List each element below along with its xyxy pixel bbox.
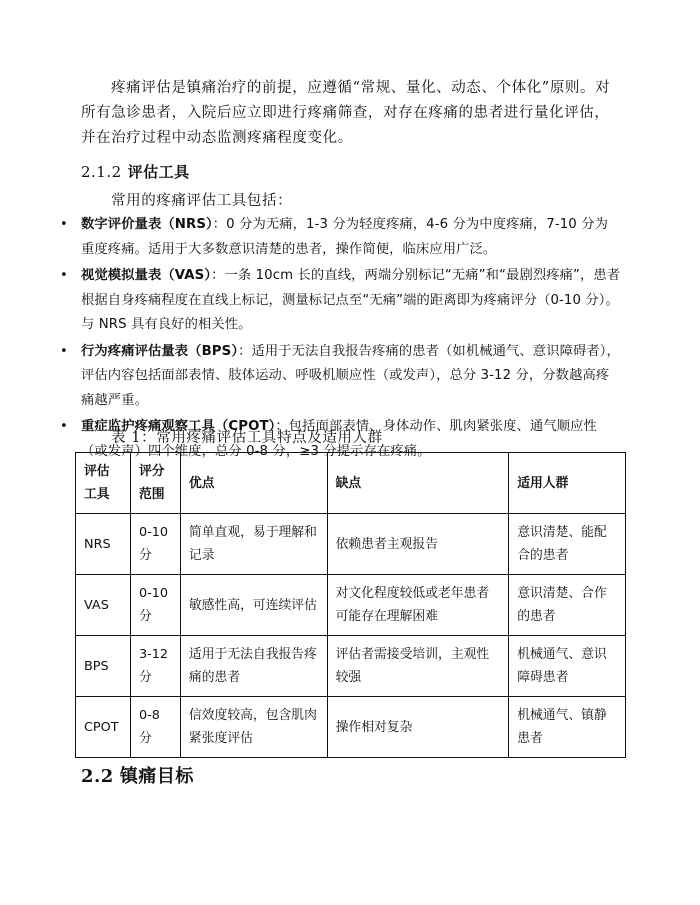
bullet-icon: • <box>60 268 68 283</box>
table-cell: 敏感性高，可连续评估 <box>180 575 327 636</box>
table-row <box>76 514 626 575</box>
table-cell: NRS <box>76 514 131 575</box>
table-row <box>76 636 626 697</box>
table-header-cell: 评分范围 <box>130 453 180 514</box>
tool-name: 行为疼痛评估量表（BPS） <box>81 343 239 359</box>
list-item <box>0 264 621 338</box>
table-cell: 0-8 分 <box>130 697 180 758</box>
table-cell: CPOT <box>76 697 131 758</box>
tool-name: 视觉模拟量表（VAS） <box>81 268 212 283</box>
intro-paragraph: 疼痛评估是镇痛治疗的前提，应遵循“常规、量化、动态、个体化”原则。对所有急诊患者，入院后应立即进行疼痛筛查，对存在疼痛的患者进行量化评估，并在治疗过程中动态监测疼痛程度变化。 <box>81 80 611 146</box>
tool-description: ：适用于无法自我报告疼痛的患者（如机械通气、意识障碍者），评估内容包括面部表情、肢体运动、呼吸机顺应性（或发声），总分 3-12 分，分数越高疼痛越严重。 <box>81 343 620 408</box>
tool-description: ：一条 10cm 长的直线，两端分别标记“无痛”和“最剧烈疼痛”，患者根据自身疼痛程度在直线上标记，测量标记点至“无痛”端的距离即为疼痛评分（0-10 分）。与 NRS 具有良好的相关性。 <box>81 268 621 332</box>
bullet-icon: • <box>60 217 68 232</box>
list-item <box>0 213 621 262</box>
tool-name: 重症监护疼痛观察工具（CPOT） <box>81 419 276 434</box>
assessment-tools-table <box>75 452 626 758</box>
table-header-row <box>76 453 626 514</box>
table-header-cell: 适用人群 <box>509 453 626 514</box>
table-cell: 简单直观，易于理解和记录 <box>180 514 327 575</box>
table-row <box>76 575 626 636</box>
table-header-cell: 优点 <box>180 453 327 514</box>
table-header-cell: 缺点 <box>327 453 509 514</box>
table-cell: 评估者需接受培训，主观性较强 <box>327 636 509 697</box>
section-heading-2-2 <box>81 762 194 788</box>
table-cell: 依赖患者主观报告 <box>327 514 509 575</box>
section-title: 镇痛目标 <box>119 766 194 787</box>
table-header-cell: 评估工具 <box>76 453 131 514</box>
table-cell: 意识清楚、能配合的患者 <box>509 514 626 575</box>
section-title: 评估工具 <box>127 163 190 181</box>
section-number: 2.1.2 <box>81 163 122 181</box>
bullet-icon: • <box>60 419 68 434</box>
table-cell: 0-10 分 <box>130 514 180 575</box>
table-cell: 适用于无法自我报告疼痛的患者 <box>180 636 327 697</box>
table-cell: 机械通气、意识障碍患者 <box>509 636 626 697</box>
list-item <box>0 340 621 414</box>
table-cell: 3-12 分 <box>130 636 180 697</box>
section-heading-2-1-2 <box>81 161 190 182</box>
table-cell: 意识清楚、合作的患者 <box>509 575 626 636</box>
table-cell: VAS <box>76 575 131 636</box>
table-cell: 机械通气、镇静患者 <box>509 697 626 758</box>
table-cell: BPS <box>76 636 131 697</box>
tool-name: 数字评价量表（NRS） <box>81 217 213 232</box>
tools-intro: 常用的疼痛评估工具包括： <box>111 193 293 209</box>
table-cell: 操作相对复杂 <box>327 697 509 758</box>
bullet-icon: • <box>60 343 68 359</box>
table-cell: 信效度较高，包含肌肉紧张度评估 <box>180 697 327 758</box>
table-caption: 表 1：常用疼痛评估工具特点及适用人群 <box>111 430 383 446</box>
table-cell: 0-10 分 <box>130 575 180 636</box>
table-cell: 对文化程度较低或老年患者可能存在理解困难 <box>327 575 509 636</box>
tool-description: ：0 分为无痛，1-3 分为轻度疼痛，4-6 分为中度疼痛，7-10 分为重度疼痛。适用于大多数意识清楚的患者，操作简便，临床应用广泛。 <box>81 217 608 257</box>
section-number: 2.2 <box>81 766 114 787</box>
table-row <box>76 697 626 758</box>
tool-description: ：包括面部表情、身体动作、肌肉紧张度、通气顺应性（或发声）四个维度，总分 0-8 分，≥3 分提示存在疼痛。 <box>81 419 597 459</box>
